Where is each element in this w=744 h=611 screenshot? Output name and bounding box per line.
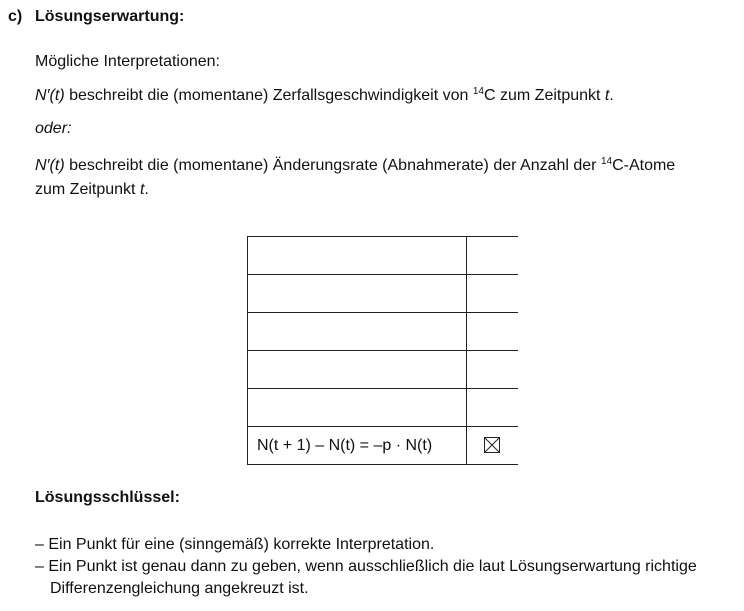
isotope-symbol: C [483, 87, 496, 104]
isotope-mass: 14 [472, 86, 484, 97]
or-label: oder: [35, 120, 72, 137]
interp1-text: beschreibt die (momentane) Zerfallsgeschwindigkeit von [64, 87, 473, 104]
interpretation-2-line2 [35, 181, 149, 199]
time-variable: t [139, 181, 145, 198]
answer-choices-table [247, 236, 518, 465]
choice-formula: N(t + 1) – N(t) = –p · N(t) [257, 436, 433, 454]
key-bullet-2: – Ein Punkt ist genau dann zu geben, wenn ausschließlich die laut Lösungserwartung richtige [35, 558, 697, 575]
choice-checkbox-cell [466, 275, 518, 313]
derivative-symbol: N′(t) [35, 87, 65, 104]
interp2-text: beschreibt die (momentane) Änderungsrate (Abnahmerate) der Anzahl der [64, 157, 601, 174]
choice-option [248, 427, 467, 465]
derivative-symbol: N′(t) [35, 157, 65, 174]
choice-row [248, 313, 519, 351]
choice-checkbox-cell [466, 313, 518, 351]
interp2-end: . [144, 181, 149, 198]
choice-checkbox-cell [466, 237, 518, 275]
isotope-mass: 14 [600, 156, 613, 167]
isotope-suffix: C-Atome [612, 157, 676, 174]
choice-option [248, 275, 467, 313]
interpretations-intro: Mögliche Interpretationen: [35, 53, 220, 70]
choice-row [248, 237, 519, 275]
interp1-text-after: zum Zeitpunkt [495, 87, 605, 104]
interpretation-1 [35, 87, 614, 105]
choice-checkbox-cell [466, 389, 518, 427]
interp2-line2: zum Zeitpunkt [35, 181, 140, 198]
choice-row [248, 275, 519, 313]
choice-row [248, 351, 519, 389]
choice-checkbox-cell [466, 427, 518, 465]
interpretation-2 [35, 157, 675, 175]
choice-option [248, 351, 467, 389]
time-variable: t [604, 87, 610, 104]
key-bullet-2-cont: Differenzengleichung angekreuzt ist. [50, 580, 309, 597]
section-heading: Lösungserwartung: [35, 8, 185, 25]
choice-checkbox-cell [466, 351, 518, 389]
section-letter: c) [8, 8, 23, 25]
checked-box-icon[interactable] [484, 437, 500, 453]
choice-option [248, 313, 467, 351]
choice-option [248, 389, 467, 427]
choice-row [248, 389, 519, 427]
interp1-end: . [609, 87, 614, 104]
choice-row [248, 427, 519, 465]
solution-key-heading: Lösungsschlüssel: [35, 489, 180, 506]
key-bullet-1: – Ein Punkt für eine (sinngemäß) korrekte Interpretation. [35, 536, 435, 553]
choice-option [248, 237, 467, 275]
